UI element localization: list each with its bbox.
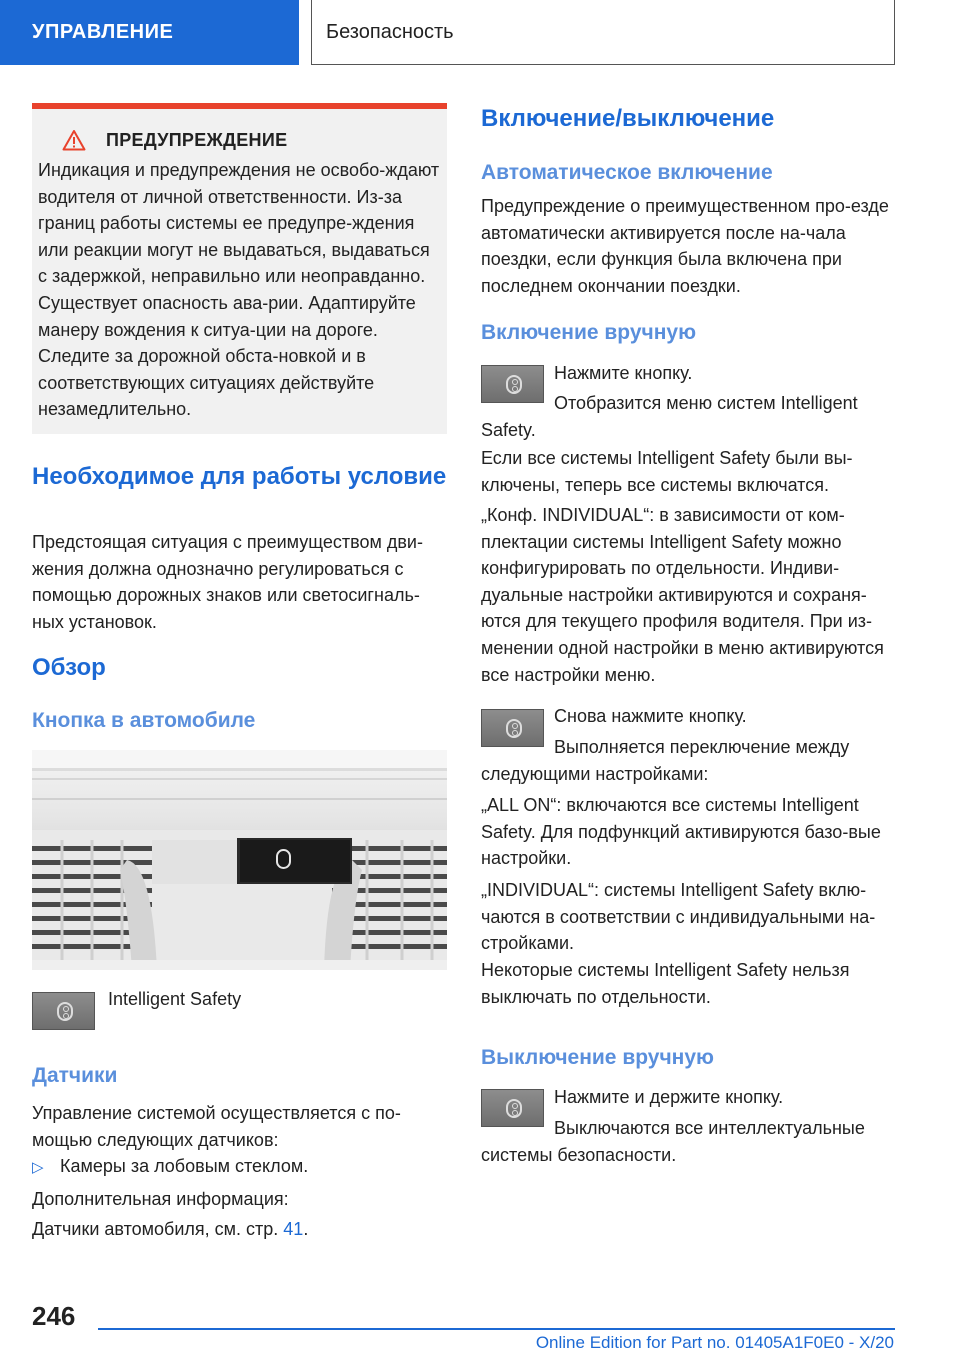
warning-header	[62, 129, 447, 151]
intelligent-safety-button-image	[32, 992, 95, 1030]
heading-manual-on: Включение вручную	[481, 321, 697, 344]
heading-overview: Обзор	[32, 654, 106, 681]
intelligent-safety-icon	[57, 1002, 73, 1021]
paragraph-sensors: Управление системой осуществляется с по-мощью следующих датчиков:	[32, 1103, 401, 1150]
dashboard-photo-illustration	[32, 750, 447, 970]
button-caption: Intelligent Safety	[108, 989, 242, 1009]
step3-text: Нажмите и держите кнопку.	[554, 1087, 784, 1107]
warning-text: Индикация и предупреждения не освобо-ждают водителя от личной ответственности. Из-за границ работы системы ее предупре-ждения или реакции могут не выдаваться, выдаваться с задержкой, неправильно или неоправданно. Существует опасность ава-рии. Адаптируйте манеру вождения к ситуа-ции на дороге. Следите за дорожной обста-новкой и в соответствующих ситуациях действуйте незамедлительно.	[38, 160, 440, 420]
heading-manual-off: Выключение вручную	[481, 1046, 714, 1069]
paragraph-auto-on: Предупреждение о преимущественном про-езде автоматически активируется после на-чала поездки, если функция была включена при последнем окончании поездки.	[481, 196, 889, 296]
heading-condition: Необходимое для работы условие	[32, 463, 447, 490]
paragraph-config: „Конф. INDIVIDUAL“: в зависимости от ком-плектации системы Intelligent Safety можно конфигурировать по отдельности. Индиви-дуальные настройки активируются и сохраня-ются для текущего профиля водителя. При из-менении одной настройки в меню активируются все настройки меню.	[481, 505, 884, 685]
reference-suffix: .	[303, 1219, 309, 1239]
step2-result: Выполняется переключение между следующими настройками:	[481, 737, 850, 784]
paragraph-more-info: Дополнительная информация:	[32, 1189, 289, 1209]
heading-sensors: Датчики	[32, 1064, 118, 1087]
paragraph-reference	[32, 1216, 308, 1243]
safety-button-icon	[276, 849, 291, 869]
heading-button-in-car: Кнопка в автомобиле	[32, 709, 256, 732]
bullet-item	[32, 1153, 447, 1182]
reference-prefix: Датчики автомобиля, см. стр.	[32, 1219, 284, 1239]
footer-divider	[98, 1328, 895, 1330]
dashboard-button-photo	[32, 750, 447, 970]
warning-title: ПРЕДУПРЕЖДЕНИЕ	[106, 129, 288, 150]
bullet-triangle-icon: ▷	[32, 1159, 44, 1176]
step1-result: Отобразится меню систем Intelligent Safety.	[481, 393, 858, 440]
paragraph-all-on: „ALL ON“: включаются все системы Intelligent Safety. Для подфункций активируются базо-вые настройки.	[481, 795, 881, 869]
paragraph-all-off: Если все системы Intelligent Safety были вы-ключены, теперь все системы включатся.	[481, 448, 853, 495]
step2-text: Снова нажмите кнопку.	[554, 706, 747, 726]
paragraph-some-systems: Некоторые системы Intelligent Safety нельзя выключать по отдельности.	[481, 960, 850, 1007]
heading-auto-on: Автоматическое включение	[481, 161, 773, 184]
step3-result: Выключаются все интеллектуальные системы безопасности.	[481, 1118, 865, 1165]
paragraph-individual: „INDIVIDUAL“: системы Intelligent Safety вклю-чаются в соответствии с индивидуальными на-стройками.	[481, 880, 876, 954]
warning-triangle-icon	[62, 129, 86, 151]
page-number: 246	[32, 1301, 76, 1331]
footer-edition: Online Edition for Part no. 01405A1F0E0 - X/20	[535, 1333, 894, 1352]
page-link[interactable]: 41	[283, 1219, 304, 1239]
section-tab: УПРАВЛЕНИЕ	[0, 0, 299, 65]
heading-on-off: Включение/выключение	[481, 105, 775, 132]
page-header-title: Безопасность	[311, 0, 895, 65]
bullet-text: Камеры за лобовым стеклом.	[60, 1156, 309, 1176]
warning-box	[32, 103, 447, 434]
step1-text: Нажмите кнопку.	[554, 363, 693, 383]
paragraph-condition: Предстоящая ситуация с преимуществом дви-жения должна однозначно регулироваться с помощью дорожных знаков или светосигналь-ных установок.	[32, 532, 423, 632]
